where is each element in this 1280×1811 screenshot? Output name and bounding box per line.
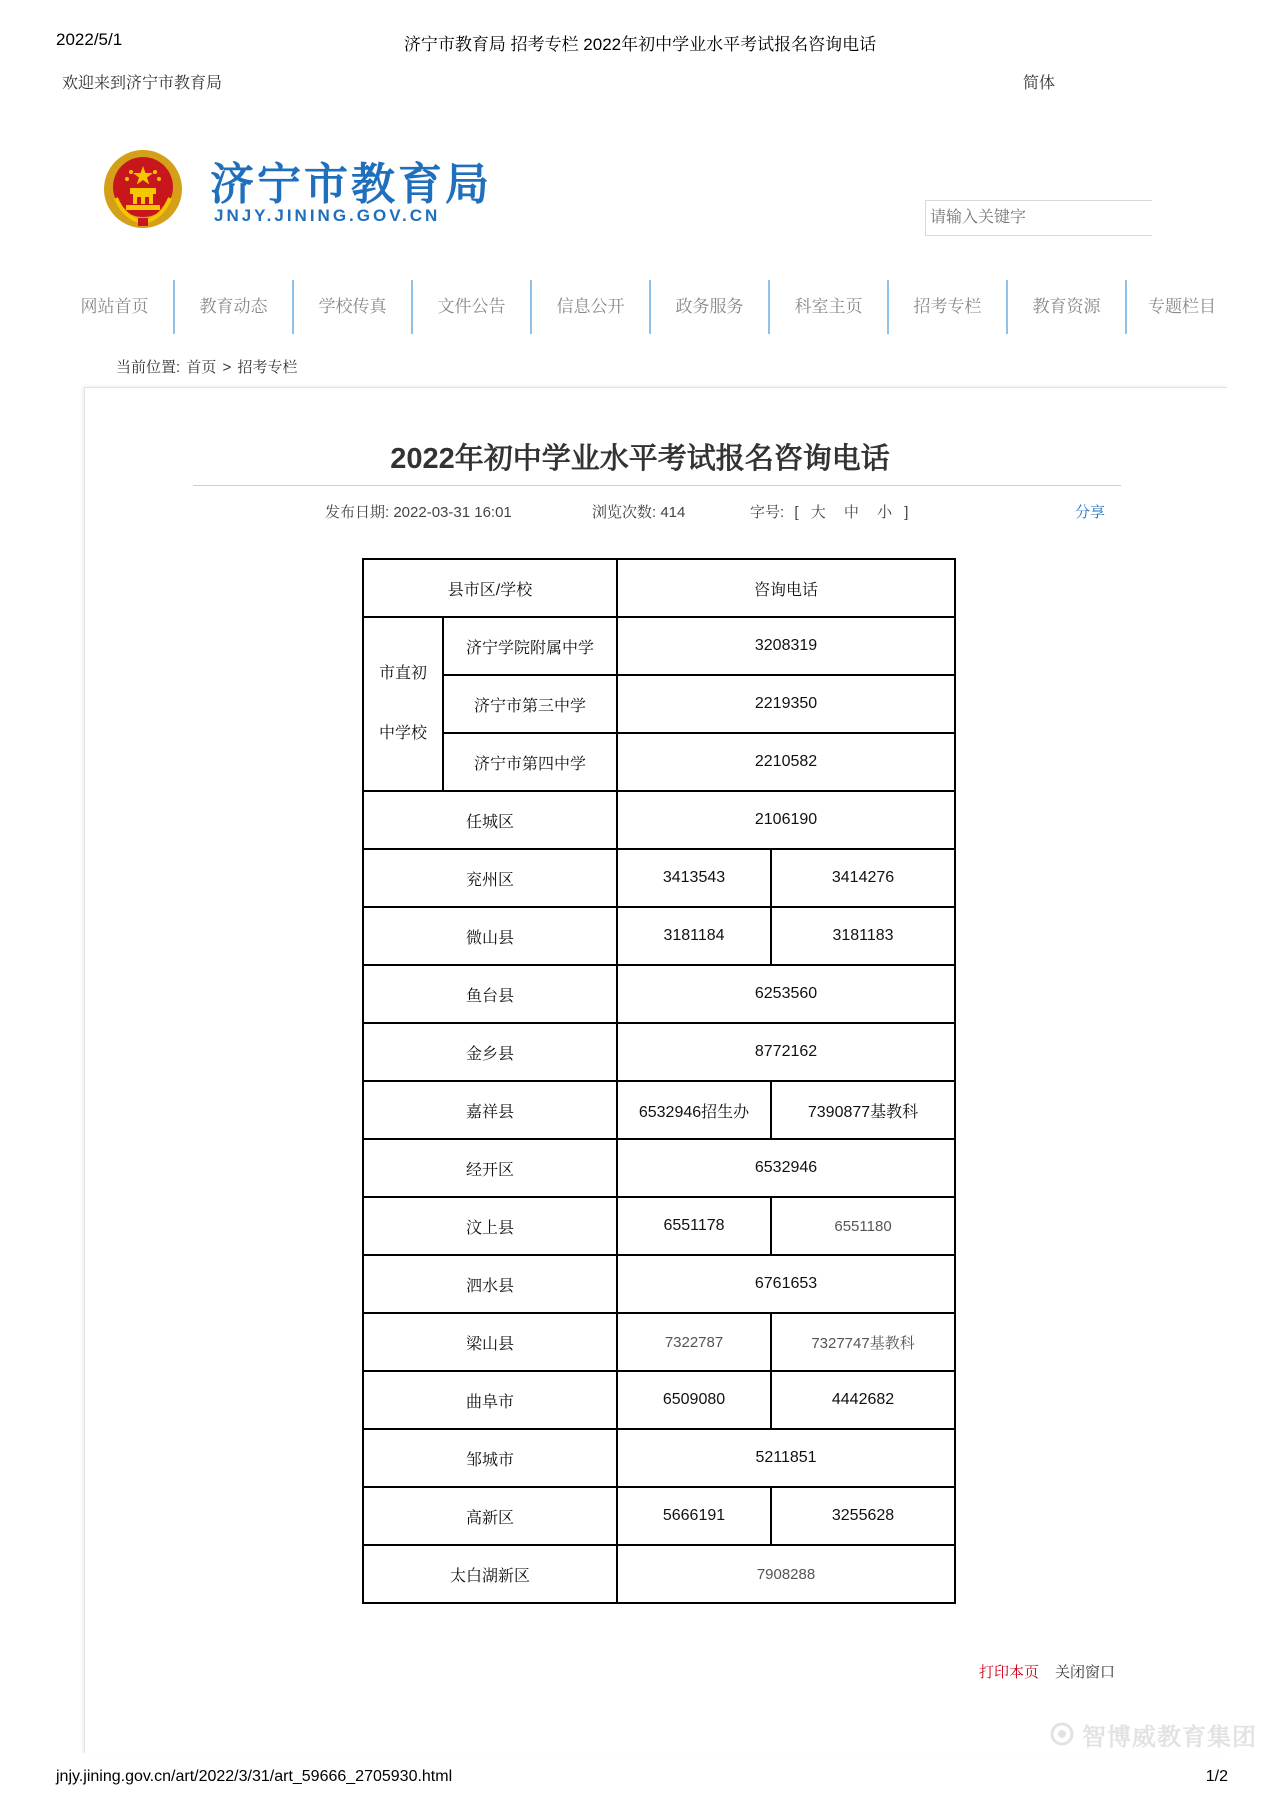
nav-school-news[interactable]: 学校传真 [294, 280, 413, 334]
search-input[interactable] [925, 200, 1152, 236]
national-emblem-icon [102, 148, 184, 230]
views-value: 414 [660, 504, 686, 521]
table-row [363, 1371, 955, 1429]
school-name: 济宁学院附属中学 [443, 617, 617, 675]
school-phone: 3208319 [617, 617, 955, 675]
table-row [363, 1139, 955, 1197]
view-count [592, 501, 685, 522]
area-phone: 8772162 [617, 1023, 955, 1081]
breadcrumb-label: 当前位置: [116, 359, 181, 376]
area-name: 鱼台县 [363, 965, 617, 1023]
area-phone: 6532946 [617, 1139, 955, 1197]
area-phone: 6761653 [617, 1255, 955, 1313]
area-name: 汶上县 [363, 1197, 617, 1255]
area-phone: 6253560 [617, 965, 955, 1023]
nav-resources[interactable]: 教育资源 [1008, 280, 1127, 334]
article-title: 2022年初中学业水平考试报名咨询电话 [390, 443, 890, 475]
nav-announcements[interactable]: 文件公告 [413, 280, 532, 334]
font-medium-button[interactable]: 中 [843, 504, 859, 521]
table-row [363, 675, 955, 733]
watermark-logo-icon [1050, 1722, 1074, 1746]
breadcrumb-separator: > [222, 359, 232, 376]
font-size-label: 字号: [750, 504, 785, 521]
header-area: 县市区/学校 [363, 559, 617, 617]
nav-exams[interactable]: 招考专栏 [889, 280, 1008, 334]
city-group-label [363, 617, 443, 791]
header-phone: 咨询电话 [617, 559, 955, 617]
table-row [363, 617, 955, 675]
area-phone: 5211851 [617, 1429, 955, 1487]
nav-info-disclosure[interactable]: 信息公开 [532, 280, 651, 334]
area-name: 梁山县 [363, 1313, 617, 1371]
area-phone-2: 3414276 [771, 849, 955, 907]
nav-home[interactable]: 网站首页 [56, 280, 175, 334]
area-name: 太白湖新区 [363, 1545, 617, 1603]
table-row [363, 965, 955, 1023]
site-domain: JNJY.JINING.GOV.CN [214, 206, 441, 225]
print-url: jnjy.jining.gov.cn/art/2022/3/31/art_59666_2705930.html [56, 1768, 453, 1785]
area-phone-1: 6532946招生办 [617, 1081, 771, 1139]
nav-departments[interactable]: 科室主页 [770, 280, 889, 334]
phone-table [362, 558, 956, 1604]
area-name: 邹城市 [363, 1429, 617, 1487]
area-name: 高新区 [363, 1487, 617, 1545]
table-row [363, 1197, 955, 1255]
area-name: 任城区 [363, 791, 617, 849]
font-bracket-close: ] [904, 504, 909, 521]
views-label: 浏览次数: [592, 504, 657, 521]
area-phone-2: 7390877基教科 [771, 1081, 955, 1139]
close-window-link[interactable]: 关闭窗口 [1055, 1664, 1116, 1681]
publish-date [325, 501, 512, 522]
table-row [363, 849, 955, 907]
breadcrumb [116, 356, 299, 377]
breadcrumb-current[interactable]: 招考专栏 [237, 359, 298, 376]
area-name: 经开区 [363, 1139, 617, 1197]
city-group-label-line1: 市直初 [378, 665, 427, 682]
school-name: 济宁市第三中学 [443, 675, 617, 733]
lang-switch-simplified[interactable]: 简体 [1022, 75, 1055, 92]
print-date: 2022/5/1 [56, 30, 123, 49]
print-page-link[interactable]: 打印本页 [979, 1664, 1040, 1681]
area-phone-1: 6509080 [617, 1371, 771, 1429]
table-row [363, 1487, 955, 1545]
area-phone-2: 6551180 [771, 1197, 955, 1255]
nav-education-news[interactable]: 教育动态 [175, 280, 294, 334]
school-name: 济宁市第四中学 [443, 733, 617, 791]
welcome-text: 欢迎来到济宁市教育局 [62, 75, 223, 92]
share-link[interactable]: 分享 [1075, 504, 1106, 521]
area-phone-2: 3181183 [771, 907, 955, 965]
area-phone-2: 3255628 [771, 1487, 955, 1545]
city-group-label-line2: 中学校 [378, 725, 427, 742]
area-phone-1: 3181184 [617, 907, 771, 965]
area-phone-2: 7327747基教科 [771, 1313, 955, 1371]
site-logo-text[interactable]: 济宁市教育局 [210, 159, 492, 210]
title-divider [193, 485, 1121, 486]
print-page-title: 济宁市教育局 招考专栏 2022年初中学业水平考试报名咨询电话 [403, 35, 877, 54]
nav-gov-services[interactable]: 政务服务 [651, 280, 770, 334]
school-phone: 2219350 [617, 675, 955, 733]
area-name: 曲阜市 [363, 1371, 617, 1429]
table-row [363, 733, 955, 791]
area-phone-1: 5666191 [617, 1487, 771, 1545]
area-name: 兖州区 [363, 849, 617, 907]
table-row [363, 1255, 955, 1313]
table-row [363, 791, 955, 849]
area-phone: 7908288 [617, 1545, 955, 1603]
font-size-control [750, 501, 908, 522]
nav-special-topics[interactable]: 专题栏目 [1148, 297, 1216, 316]
table-row [363, 1429, 955, 1487]
area-phone-2: 4442682 [771, 1371, 955, 1429]
table-row [363, 907, 955, 965]
main-nav [56, 280, 1226, 334]
publish-value: 2022-03-31 16:01 [393, 504, 512, 521]
table-header-row [363, 559, 955, 617]
area-name: 泗水县 [363, 1255, 617, 1313]
area-name: 金乡县 [363, 1023, 617, 1081]
area-name: 嘉祥县 [363, 1081, 617, 1139]
font-small-button[interactable]: 小 [877, 504, 893, 521]
font-large-button[interactable]: 大 [810, 504, 826, 521]
font-bracket-open: [ [794, 504, 799, 521]
table-row [363, 1313, 955, 1371]
area-phone-1: 6551178 [617, 1197, 771, 1255]
watermark-text: 智博威教育集团 [1082, 1724, 1257, 1751]
area-phone-1: 7322787 [617, 1313, 771, 1371]
school-phone: 2210582 [617, 733, 955, 791]
table-row [363, 1023, 955, 1081]
breadcrumb-home[interactable]: 首页 [186, 359, 217, 376]
area-phone-1: 3413543 [617, 849, 771, 907]
area-phone: 2106190 [617, 791, 955, 849]
page-number: 1/2 [1205, 1768, 1228, 1785]
table-row [363, 1081, 955, 1139]
table-row [363, 1545, 955, 1603]
publish-label: 发布日期: [325, 504, 390, 521]
area-name: 微山县 [363, 907, 617, 965]
